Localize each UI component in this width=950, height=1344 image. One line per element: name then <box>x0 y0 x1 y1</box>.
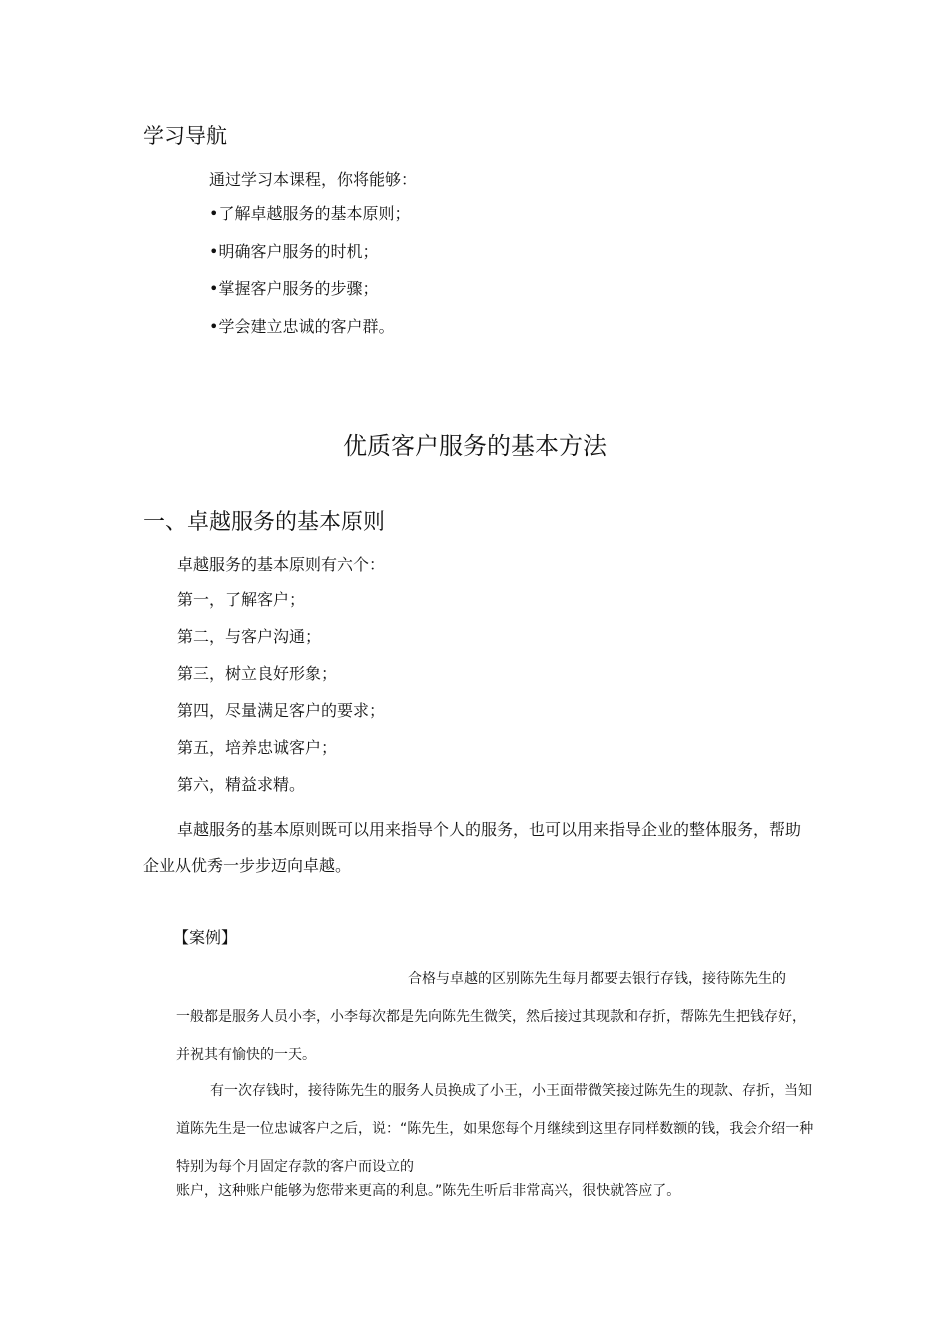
list-item: 第三，树立良好形象； <box>177 664 338 683</box>
case-paragraph-1-lead: 合格与卓越的区别陈先生每月都要去银行存钱，接待陈先生的 <box>408 971 786 987</box>
learning-objectives-list <box>209 203 410 353</box>
list-item: 第四，尽量满足客户的要求； <box>177 701 386 720</box>
list-item: •明确客户服务的时机； <box>209 241 379 261</box>
case-label: 【案例】 <box>173 928 238 947</box>
list-item: •掌握客户服务的步骤； <box>209 279 379 298</box>
case-paragraph-1 <box>176 960 816 1074</box>
section-heading: 一、卓越服务的基本原则 <box>143 510 386 535</box>
list-item: 第二，与客户沟通； <box>177 627 322 646</box>
case-paragraph-2: 有一次存钱时，接待陈先生的服务人员换成了小王，小王面带微笑接过陈先生的现款、存折，当知道陈先生是一位忠诚客户之后，说：“陈先生，如果您每个月继续到这里存同样数额的钱，我会介绍一种特别为每个月固定存款的客户而设立的 <box>176 1083 814 1175</box>
case-paragraph-3: 账户，这种账户能够为您带来更高的利息。”陈先生听后非常高兴，很快就答应了。 <box>176 1183 681 1199</box>
list-item: •学会建立忠诚的客户群。 <box>209 316 395 336</box>
nav-intro-text: 通过学习本课程，你将能够： <box>209 170 418 189</box>
list-item: 第六，精益求精。 <box>177 775 306 794</box>
list-item: 第一，了解客户； <box>177 590 306 609</box>
case-paragraph-1-rest: 一般都是服务人员小李，小李每次都是先向陈先生微笑，然后接过其现款和存折，帮陈先生把钱存好，并祝其有愉快的一天。 <box>176 1009 806 1063</box>
section-intro-text: 卓越服务的基本原则有六个： <box>177 555 386 574</box>
list-item: 第五，培养忠诚客户； <box>177 738 338 757</box>
nav-heading: 学习导航 <box>143 124 227 148</box>
principles-list <box>177 589 385 811</box>
list-item: •了解卓越服务的基本原则； <box>209 204 411 223</box>
page-title: 优质客户服务的基本方法 <box>343 432 607 460</box>
summary-paragraph: 卓越服务的基本原则既可以用来指导个人的服务，也可以用来指导企业的整体服务，帮助企业从优秀一步步迈向卓越。 <box>143 820 802 875</box>
